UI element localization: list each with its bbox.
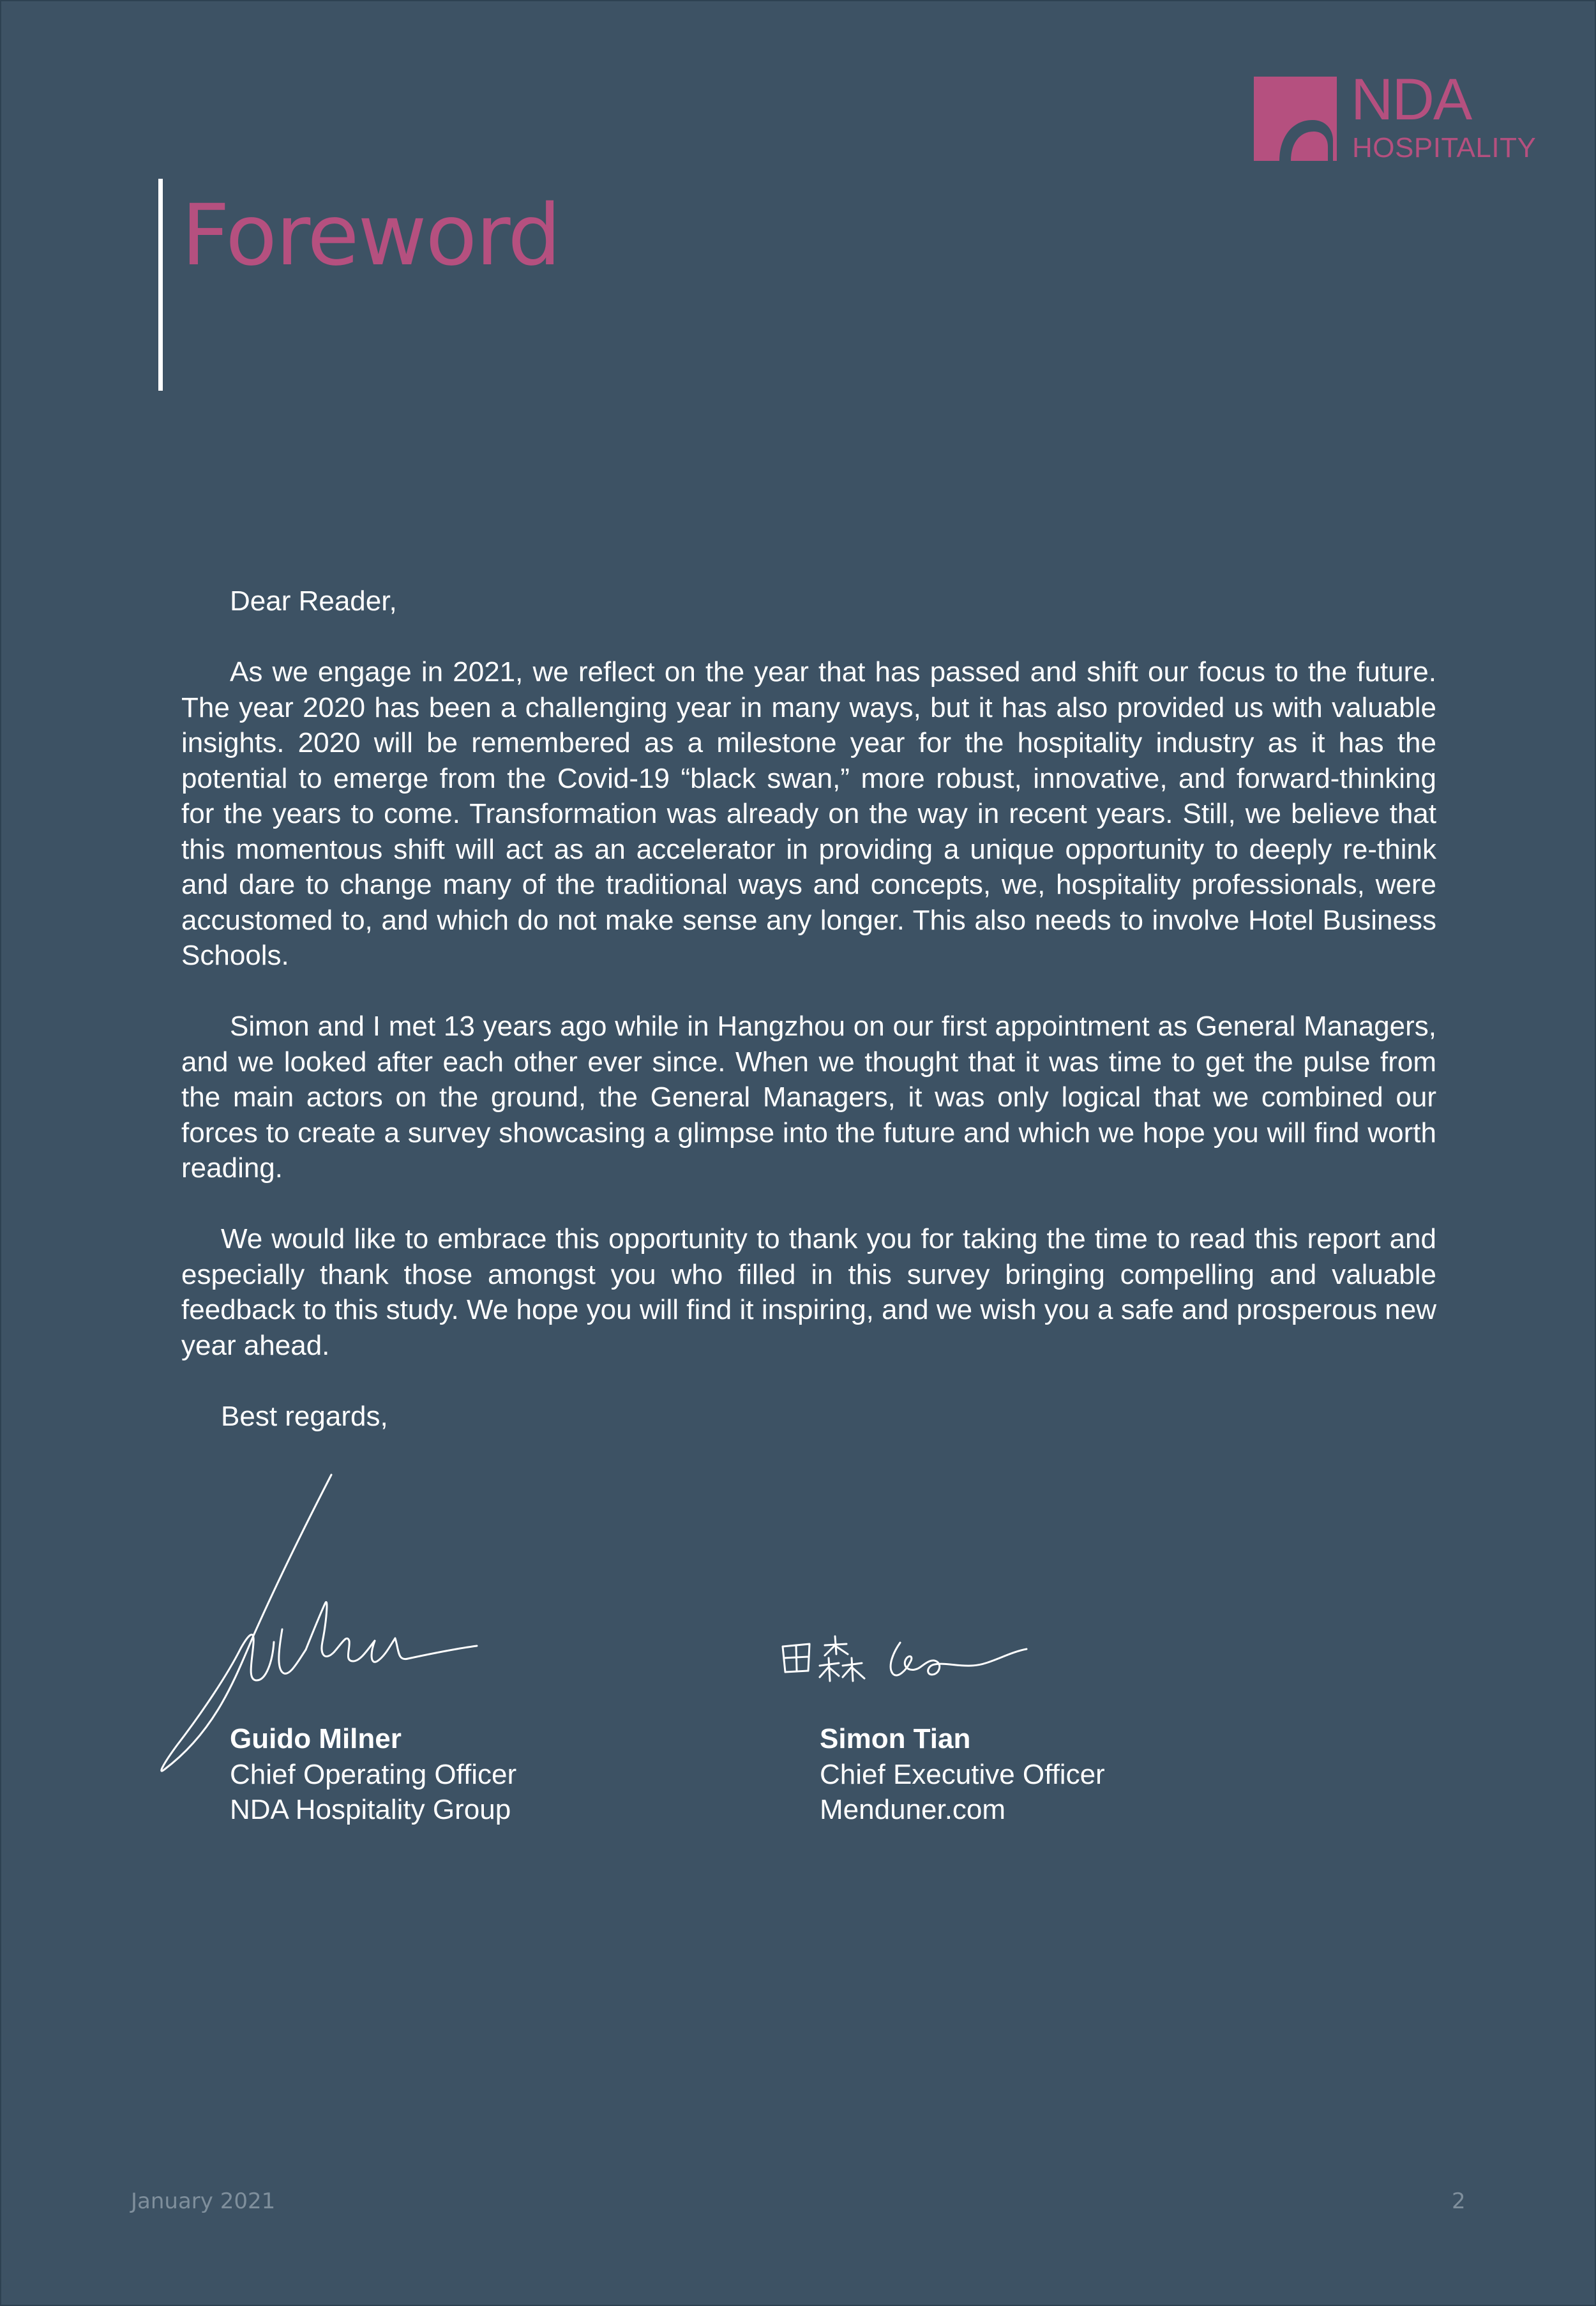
letter-paragraph-2: Simon and I met 13 years ago while in Hangzhou on our first appointment as General Managers, and we looked after each other ever since. When we thought that it was time to get the pulse from the main actors on the ground, the General Managers, it was only logical that we combined our forces to create a survey showcasing a glimpse into the future and which we hope you will find worth reading.	[181, 1011, 1436, 1184]
logo-brand-text: NDA	[1351, 67, 1472, 132]
footer-date: January 2021	[131, 2189, 276, 2214]
signatory-name: Guido Milner	[230, 1723, 402, 1754]
letter-closing: Best regards,	[221, 1400, 388, 1432]
signatory-company: NDA Hospitality Group	[230, 1794, 511, 1825]
logo-mark-icon	[1254, 77, 1337, 161]
nda-hospitality-logo	[1254, 67, 1560, 166]
simon-tian-signature	[775, 1632, 1030, 1690]
page-title: Foreword	[181, 186, 561, 285]
signatory-role: Chief Operating Officer	[230, 1758, 517, 1790]
signatory-role: Chief Executive Officer	[820, 1758, 1105, 1790]
signatory-name: Simon Tian	[820, 1723, 971, 1754]
footer-page-number: 2	[1452, 2189, 1466, 2214]
letter-paragraph-1: As we engage in 2021, we reflect on the year that has passed and shift our focus to the future. The year 2020 has been a challenging year in many ways, but it has also provided us with valuable insights. 2020 will be remembered as a milestone year for the hospitality industry as it has the potential to emerge from the Covid-19 “black swan,” more robust, innovative, and forward-thinking for the years to come. Transformation was already on the way in recent years. Still, we believe that this momentous shift will act as an accelerator in providing a unique opportunity to deeply re-think and dare to change many of the traditional ways and concepts, we, hospitality professionals, were accustomed to, and which do not make sense any longer. This also needs to involve Hotel Business Schools.	[181, 656, 1436, 971]
letter-body	[181, 584, 1436, 1470]
logo-subtitle-text: HOSPITALITY	[1352, 132, 1537, 163]
signatory-company: Menduner.com	[820, 1794, 1006, 1825]
signatory-simon-tian	[820, 1721, 1105, 1828]
letter-paragraph-3: We would like to embrace this opportunity to thank you for taking the time to read this report and especially thank those amongst you who filled in this survey bringing compelling and valuable feedback to this study. We hope you will find it inspiring, and we wish you a safe and prosperous new year ahead.	[181, 1223, 1436, 1361]
letter-greeting: Dear Reader,	[230, 585, 397, 617]
signatory-guido-milner	[230, 1721, 516, 1828]
title-accent-bar	[158, 179, 163, 391]
